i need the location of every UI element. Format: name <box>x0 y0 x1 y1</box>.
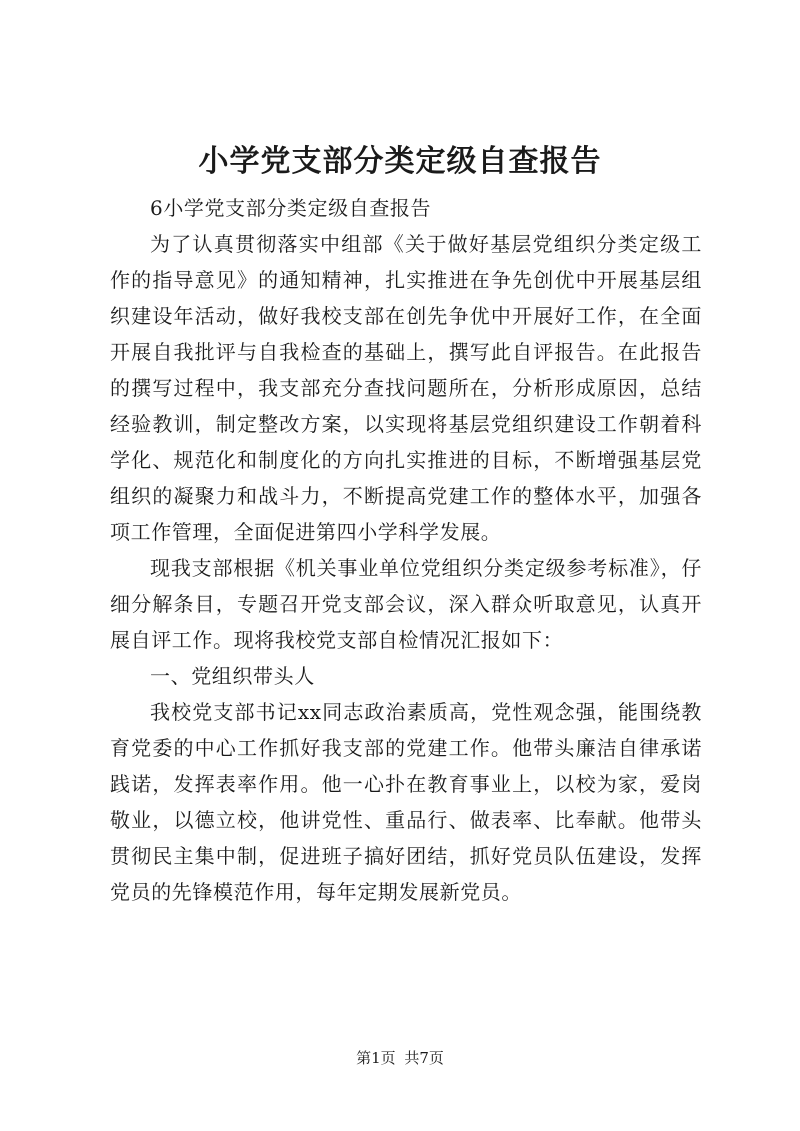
page-total: 共7页 <box>404 1049 444 1067</box>
intro-paragraph: 为了认真贯彻落实中组部《关于做好基层党组织分类定级工作的指导意见》的通知精神，扎实推进在争先创优中开展基层组织建设年活动，做好我校支部在创先争优中开展好工作，在全面开展自我批评与自我检查的基础上，撰写此自评报告。在此报告的撰写过程中，我支部充分查找问题所在，分析形成原因，总结经验教训，制定整改方案，以实现将基层党组织建设工作朝着科学化、规范化和制度化的方向扎实推进的目标，不断增强基层党组织的凝聚力和战斗力，不断提高党建工作的整体水平，加强各项工作管理，全面促进第四小学科学发展。 <box>110 232 702 544</box>
section-heading: 一、党组织带头人 <box>150 664 315 688</box>
document-body <box>110 190 702 910</box>
leader-paragraph: 我校党支部书记xx同志政治素质高，党性观念强，能围绕教育党委的中心工作抓好我支部的党建工作。他带头廉洁自律承诺践诺，发挥表率作用。他一心扑在教育事业上，以校为家，爱岗敬业，以德立校，他讲党性、重品行、做表率、比奉献。他带头贯彻民主集中制，促进班子搞好团结，抓好党员队伍建设，发挥党员的先锋模范作用，每年定期发展新党员。 <box>110 700 702 904</box>
document-title: 小学党支部分类定级自查报告 <box>198 144 602 179</box>
method-paragraph: 现我支部根据《机关事业单位党组织分类定级参考标准》，仔细分解条目，专题召开党支部会议，深入群众听取意见，认真开展自评工作。现将我校党支部自检情况汇报如下： <box>110 556 702 652</box>
page-footer <box>0 1048 800 1068</box>
page-number: 第1页 <box>356 1049 396 1067</box>
report-subtitle: 6小学党支部分类定级自查报告 <box>150 196 432 220</box>
